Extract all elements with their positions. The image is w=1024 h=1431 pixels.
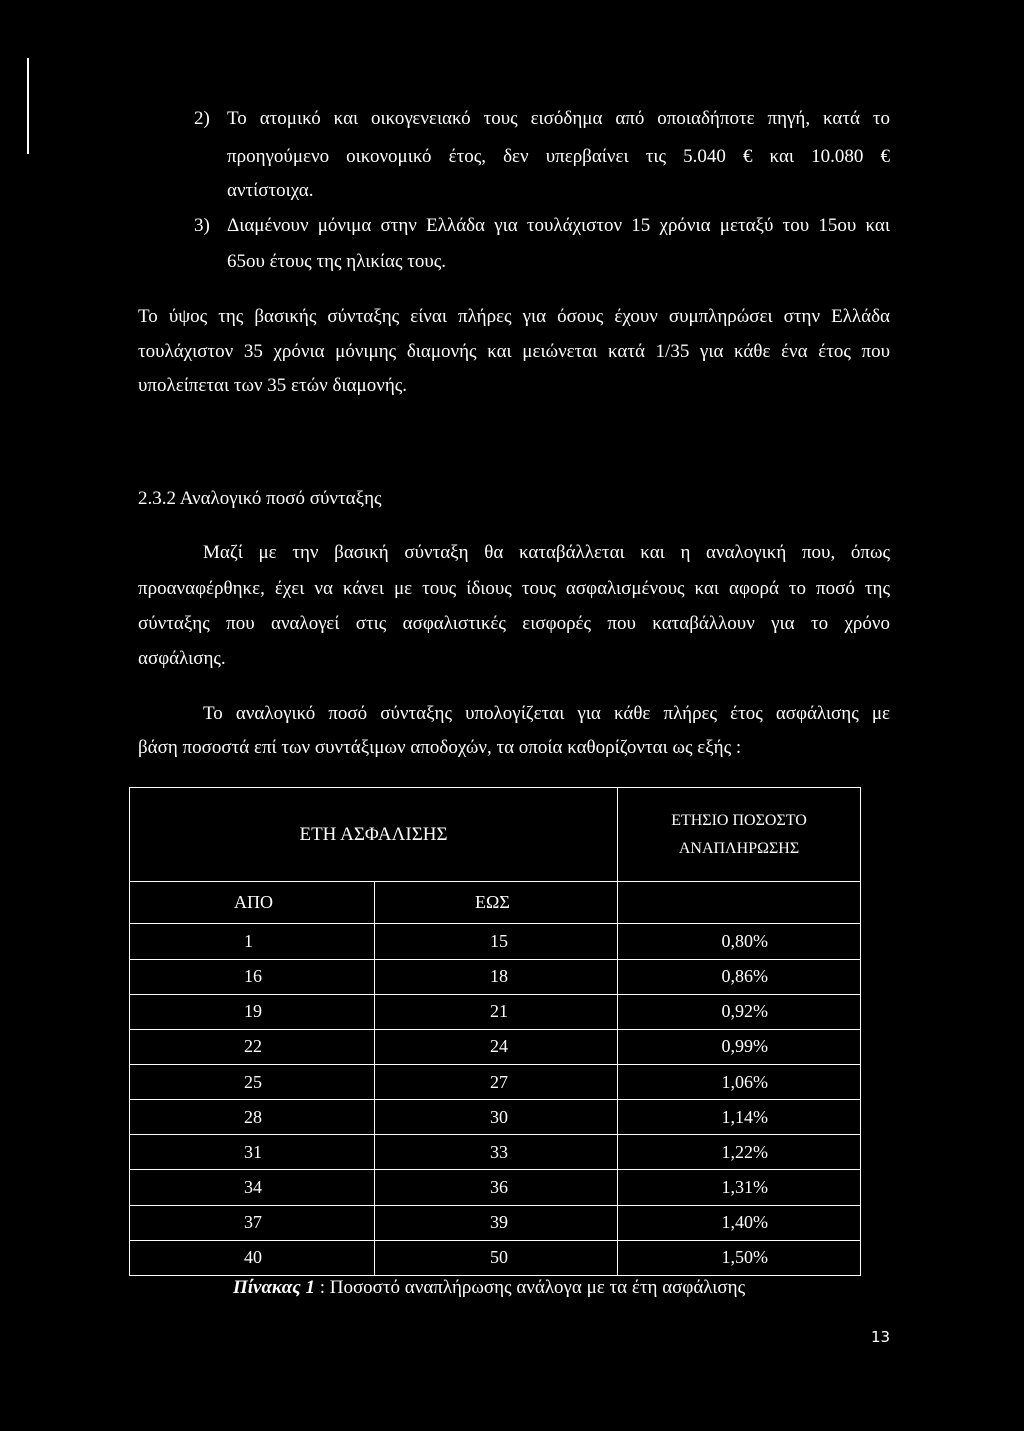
cell-from: 16 <box>130 959 375 994</box>
cell-rate: 0,99% <box>618 1029 861 1064</box>
header-years: ΕΤΗ ΑΣΦΑΛΙΣΗΣ <box>130 788 618 882</box>
cell-rate: 0,80% <box>618 924 861 959</box>
caption-text: : Ποσοστό αναπλήρωσης ανάλογα με τα έτη ασφάλισης <box>314 1277 746 1298</box>
cell-to: 39 <box>375 1205 618 1240</box>
cell-to: 18 <box>375 959 618 994</box>
subheader-from: ΑΠΟ <box>130 882 375 924</box>
cell-rate: 1,14% <box>618 1100 861 1135</box>
table-row <box>130 994 861 1029</box>
proportional-paragraph-line-1: Μαζί με την βασική σύνταξη θα καταβάλλεται και η αναλογική που, όπως <box>203 542 890 563</box>
subheader-to: ΕΩΣ <box>375 882 618 924</box>
cell-from: 37 <box>130 1205 375 1240</box>
table-header-row <box>130 788 861 882</box>
section-heading: 2.3.2 Αναλογικό ποσό σύνταξης <box>138 488 382 509</box>
table-row <box>130 1100 861 1135</box>
proportional-paragraph-line-2: προαναφέρθηκε, έχει να κάνει με τους ίδιους τους ασφαλισμένους και αφορά το ποσό της <box>138 578 890 599</box>
cell-to: 15 <box>375 924 618 959</box>
cell-rate: 1,06% <box>618 1065 861 1100</box>
cell-from: 25 <box>130 1065 375 1100</box>
cell-from: 40 <box>130 1240 375 1275</box>
table-row <box>130 924 861 959</box>
table-caption <box>233 1277 745 1299</box>
header-rate-line-2: ΑΝΑΠΛΗΡΩΣΗΣ <box>678 839 800 857</box>
cell-rate: 1,22% <box>618 1135 861 1170</box>
table-row <box>130 959 861 994</box>
caption-label: Πίνακας 1 <box>233 1277 315 1298</box>
basic-paragraph-line-1: Το ύψος της βασικής σύνταξης είναι πλήρες για όσους έχουν συμπληρώσει στην Ελλάδα <box>138 306 890 327</box>
cell-rate: 1,40% <box>618 1205 861 1240</box>
list-number-2: 2) <box>194 108 210 129</box>
cell-rate: 0,86% <box>618 959 861 994</box>
table-row <box>130 1205 861 1240</box>
proportional-paragraph-line-4: ασφάλισης. <box>138 648 226 669</box>
margin-rule <box>27 58 29 154</box>
table-row <box>130 1240 861 1275</box>
cell-rate: 1,50% <box>618 1240 861 1275</box>
table-row <box>130 1029 861 1064</box>
replacement-rate-table <box>129 787 861 1276</box>
list-item-2-line-2: προηγούμενο οικονομικό έτος, δεν υπερβαίνει τις 5.040 € και 10.080 € <box>227 146 890 167</box>
cell-to: 30 <box>375 1100 618 1135</box>
page-number: 13 <box>871 1328 891 1346</box>
header-rate <box>618 788 861 882</box>
cell-to: 36 <box>375 1170 618 1205</box>
subheader-empty <box>618 882 861 924</box>
cell-to: 50 <box>375 1240 618 1275</box>
table-row <box>130 1135 861 1170</box>
cell-from: 22 <box>130 1029 375 1064</box>
cell-to: 33 <box>375 1135 618 1170</box>
cell-to: 24 <box>375 1029 618 1064</box>
cell-from: 34 <box>130 1170 375 1205</box>
list-item-3-line-1: Διαμένουν μόνιμα στην Ελλάδα για τουλάχιστον 15 χρόνια μεταξύ του 15ου και <box>227 215 890 236</box>
cell-to: 27 <box>375 1065 618 1100</box>
list-item-2-line-1: Το ατομικό και οικογενειακό τους εισόδημα από οποιαδήποτε πηγή, κατά το <box>227 108 890 129</box>
list-item-2-line-3: αντίστοιχα. <box>227 180 314 201</box>
calc-paragraph-line-1: Το αναλογικό ποσό σύνταξης υπολογίζεται για κάθε πλήρες έτος ασφάλισης με <box>203 703 890 724</box>
table-row <box>130 1170 861 1205</box>
list-item-3-line-2: 65ου έτους της ηλικίας τους. <box>227 251 447 272</box>
calc-paragraph-line-2: βάση ποσοστά επί των συντάξιμων αποδοχών, τα οποία καθορίζονται ως εξής : <box>138 737 742 758</box>
cell-from: 1 <box>130 924 375 959</box>
cell-from: 28 <box>130 1100 375 1135</box>
basic-paragraph-line-2: τουλάχιστον 35 χρόνια μόνιμης διαμονής και μειώνεται κατά 1/35 για κάθε ένα έτος που <box>138 341 890 362</box>
cell-from: 19 <box>130 994 375 1029</box>
header-rate-line-1: ΕΤΗΣΙΟ ΠΟΣΟΣΤΟ <box>671 811 807 829</box>
proportional-paragraph-line-3: σύνταξης που αναλογεί στις ασφαλιστικές εισφορές που καταβάλλουν για το χρόνο <box>138 613 890 634</box>
table-subheader-row <box>130 882 861 924</box>
table-row <box>130 1065 861 1100</box>
basic-paragraph-line-3: υπολείπεται των 35 ετών διαμονής. <box>138 375 408 396</box>
cell-from: 31 <box>130 1135 375 1170</box>
cell-rate: 0,92% <box>618 994 861 1029</box>
list-number-3: 3) <box>194 215 210 236</box>
cell-rate: 1,31% <box>618 1170 861 1205</box>
cell-to: 21 <box>375 994 618 1029</box>
